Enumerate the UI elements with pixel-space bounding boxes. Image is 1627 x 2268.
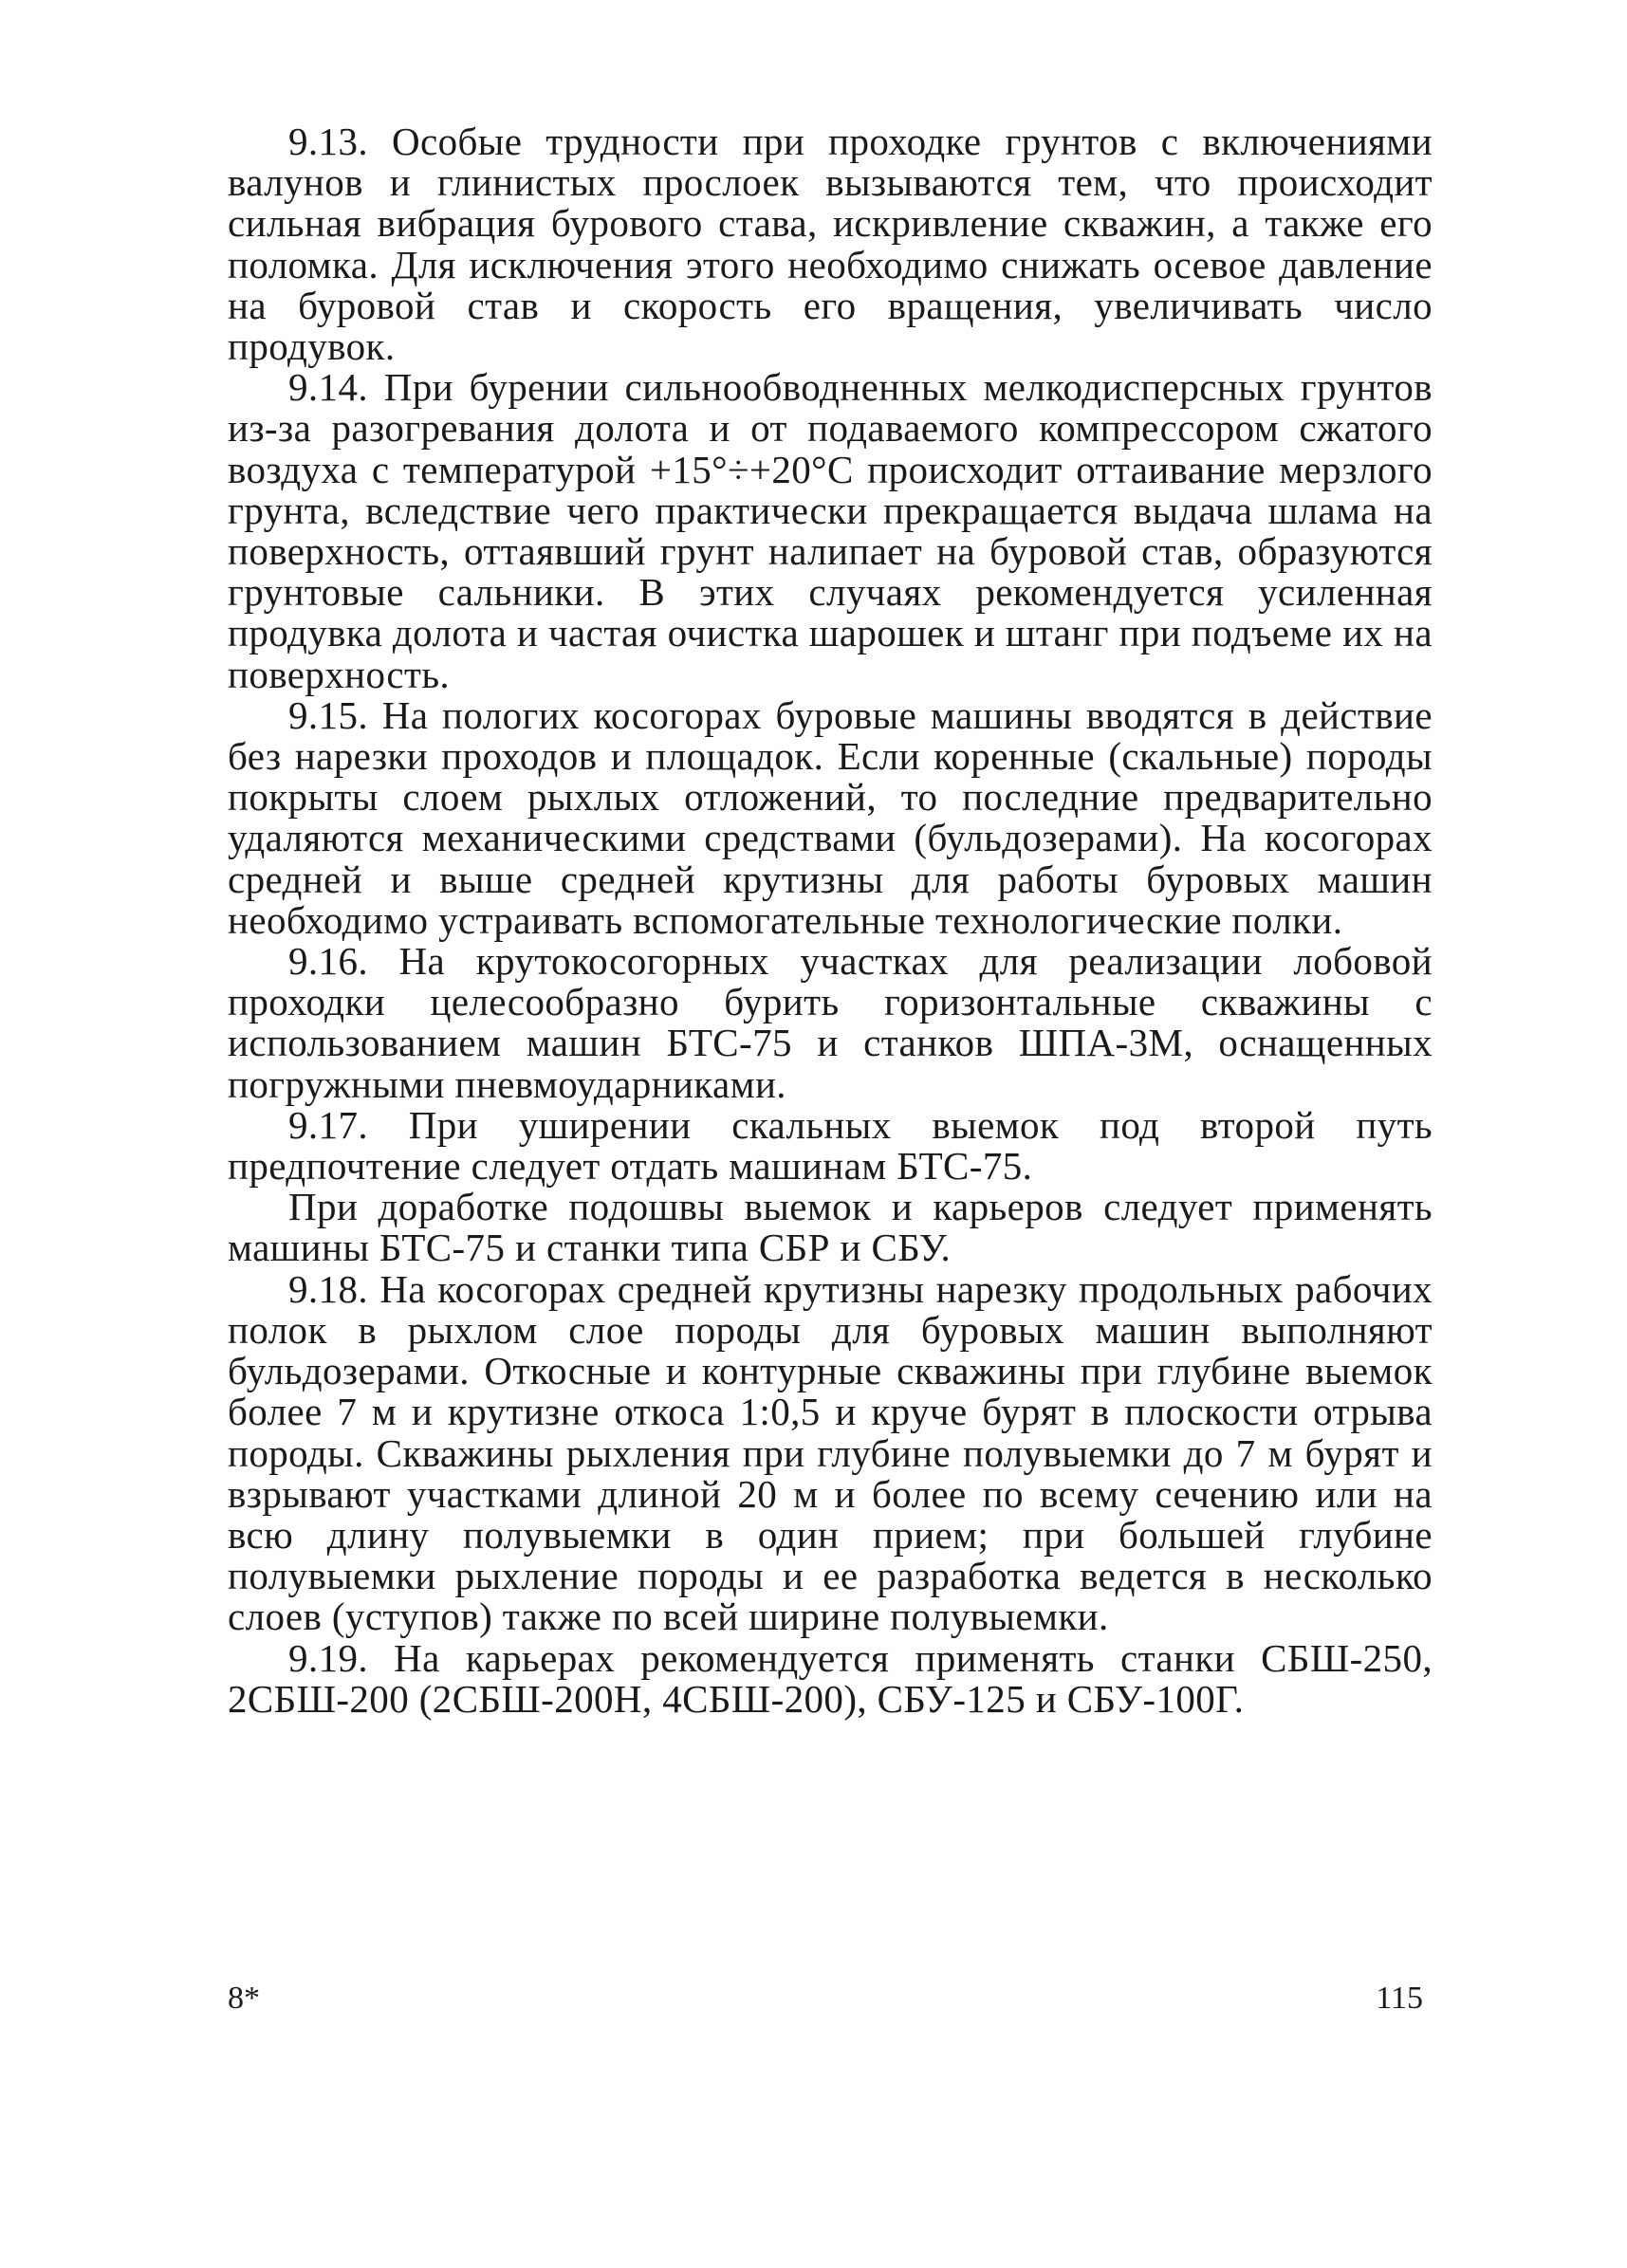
body-text: [228, 121, 1433, 1720]
paragraph-9-17: 9.17. При уширении скальных выемок под второй путь предпочтение следует отдать машинам БТС-75.: [228, 1102, 1433, 1189]
paragraph-9-18: 9.18. На косогорах средней крутизны нарезку продольных рабочих полок в рыхлом слое породы для буровых машин выполняют бульдозерами. Откосные и контурные скважины при глубине выемок более 7 м и крутизне откоса 1:0,5 и круче бурят в плоскости отрыва породы. Скважины рыхления при глубине полувыемки до 7 м бурят и взрывают участками длиной 20 м и более по всему сечению или на всю длину полувыемки в один прием; при большей глубине полувыемки рыхление породы и ее разработка ведется в несколько слоев (уступов) также по всей ширине полувыемки.: [228, 1266, 1433, 1639]
page-footer: [228, 1981, 1433, 2028]
paragraph-9-16: 9.16. На крутокосогорных участках для реализации лобовой проходки целесообразно бурить горизонтальные скважины с использованием машин БТС-75 и станков ШПА-3М, оснащенных погружными пневмоударниками.: [228, 939, 1433, 1106]
signature-mark: 8*: [228, 1981, 260, 2016]
paragraph-9-15: 9.15. На пологих косогорах буровые машины вводятся в действие без нарезки проходов и площадок. Если коренные (скальные) породы покрыты слоем рыхлых отложений, то последние предварительно удаляются механическими средствами (бульдозерами). На косогорах средней и выше средней крутизны для работы буровых машин необходимо устраивать вспомогательные технологические полки.: [228, 692, 1433, 942]
page-number: 115: [1376, 1981, 1423, 2016]
paragraph-9-13: 9.13. Особые трудности при проходке грунтов с включениями валунов и глинистых прослоек вызываются тем, что происходит сильная вибрация бурового става, искривление скважин, а также его поломка. Для исключения этого необходимо снижать осевое давление на буровой став и скорость его вращения, увеличивать число продувок.: [228, 120, 1433, 369]
paragraph-9-17-continued: При доработке подошвы выемок и карьеров следует применять машины БТС-75 и станки типа СБР и СБУ.: [228, 1185, 1433, 1270]
paragraph-9-19: 9.19. На карьерах рекомендуется применять станки СБШ-250, 2СБШ-200 (2СБШ-200Н, 4СБШ-200), СБУ-125 и СБУ-100Г.: [228, 1635, 1433, 1721]
paragraph-9-14: 9.14. При бурении сильнообводненных мелкодисперсных грунтов из-за разогревания долота и от подаваемого компрессором сжатого воздуха с температурой +15°÷+20°С происходит оттаивание мерзлого грунта, вследствие чего практически прекращается выдача шлама на поверхность, оттаявший грунт налипает на буровой став, образуются грунтовые сальники. В этих случаях рекомендуется усиленная продувка долота и частая очистка шарошек и штанг при подъеме их на поверхность.: [228, 365, 1433, 696]
